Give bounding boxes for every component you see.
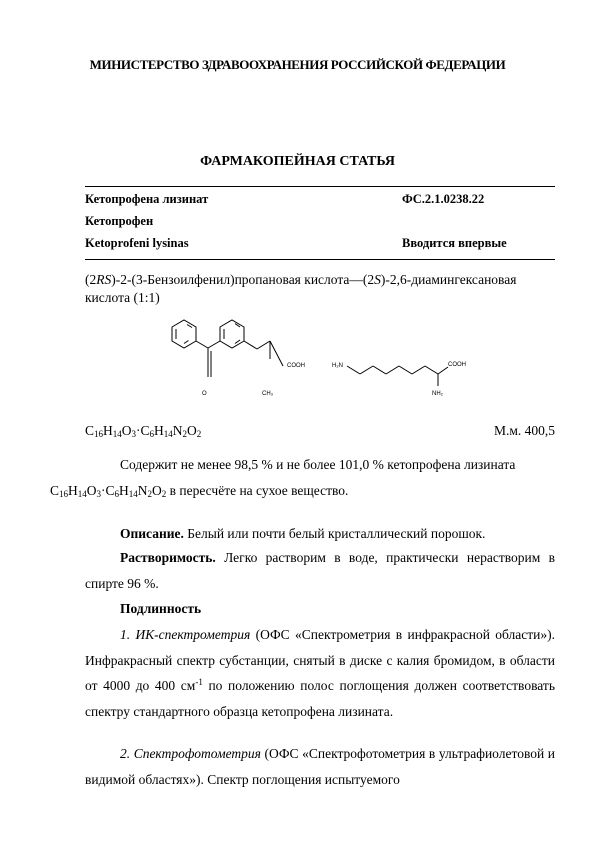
monograph-status: Вводится впервые [402,236,507,250]
monograph-name-ru: Кетопрофена лизинат [85,192,209,206]
methyl-label: CH₃ [262,391,274,397]
content-paragraph: Содержит не менее 98,5 % и не более 101,0 % кетопрофена лизината $C_{16}H_{14}O_3\cdot C_6H_{14}N_2O_2$ в пересчёте на сухое вещество. [50,457,516,499]
monograph-name-latin: Ketoprofeni lysinas [85,236,189,250]
ir-test-paragraph: 1. ИК-спектрометрия (ОФС «Спектрометрия в инфракрасной области»). Инфракрасный спектр субстанции, снятый в диске с калия бромидом, в области от 4000 до 400 $см^{-1}$ по положению полос поглощения должен соответствовать спектру стандартного образца кетопрофена лизината. [85,627,556,719]
amine-label-2: NH₂ [432,391,443,397]
molecular-formula: $C_{16}H_{14}O_3\cdot C_6H_{14}N_2O_2$ [85,423,202,439]
solubility-paragraph: Растворимость. Легко растворим в воде, практически нерастворим в спирте 96 %. [85,550,555,591]
monograph-synonym: Кетопрофен [85,214,154,228]
carboxyl-label-1: COOH [287,363,305,369]
identity-heading: Подлинность [120,601,202,616]
monograph-code: ФС.2.1.0238.22 [402,192,485,206]
amine-label-1: H₂N [332,363,343,369]
oxygen-label: O [202,391,207,397]
molecular-mass: М.м. 400,5 [493,423,555,438]
description-paragraph: Описание. Белый или почти белый кристаллический порошок. [120,526,486,541]
document-type-title: ФАРМАКОПЕЙНАЯ СТАТЬЯ [200,154,395,169]
chemical-name: (2RS)-2-(3-Бензоилфенил)пропановая кислота—(2S)-2,6-диамингексановая кислота (1:1) [85,272,517,305]
uv-test-paragraph: 2. Спектрофотометрия (ОФС «Спектрофотометрия в ультрафиолетовой и видимой областях»). Спектр поглощения испытуемого [85,746,555,787]
ministry-heading: МИНИСТЕРСТВО ЗДРАВООХРАНЕНИЯ РОССИЙСКОЙ ФЕДЕРАЦИИ [89,57,506,72]
carboxyl-label-2: COOH [448,362,466,368]
